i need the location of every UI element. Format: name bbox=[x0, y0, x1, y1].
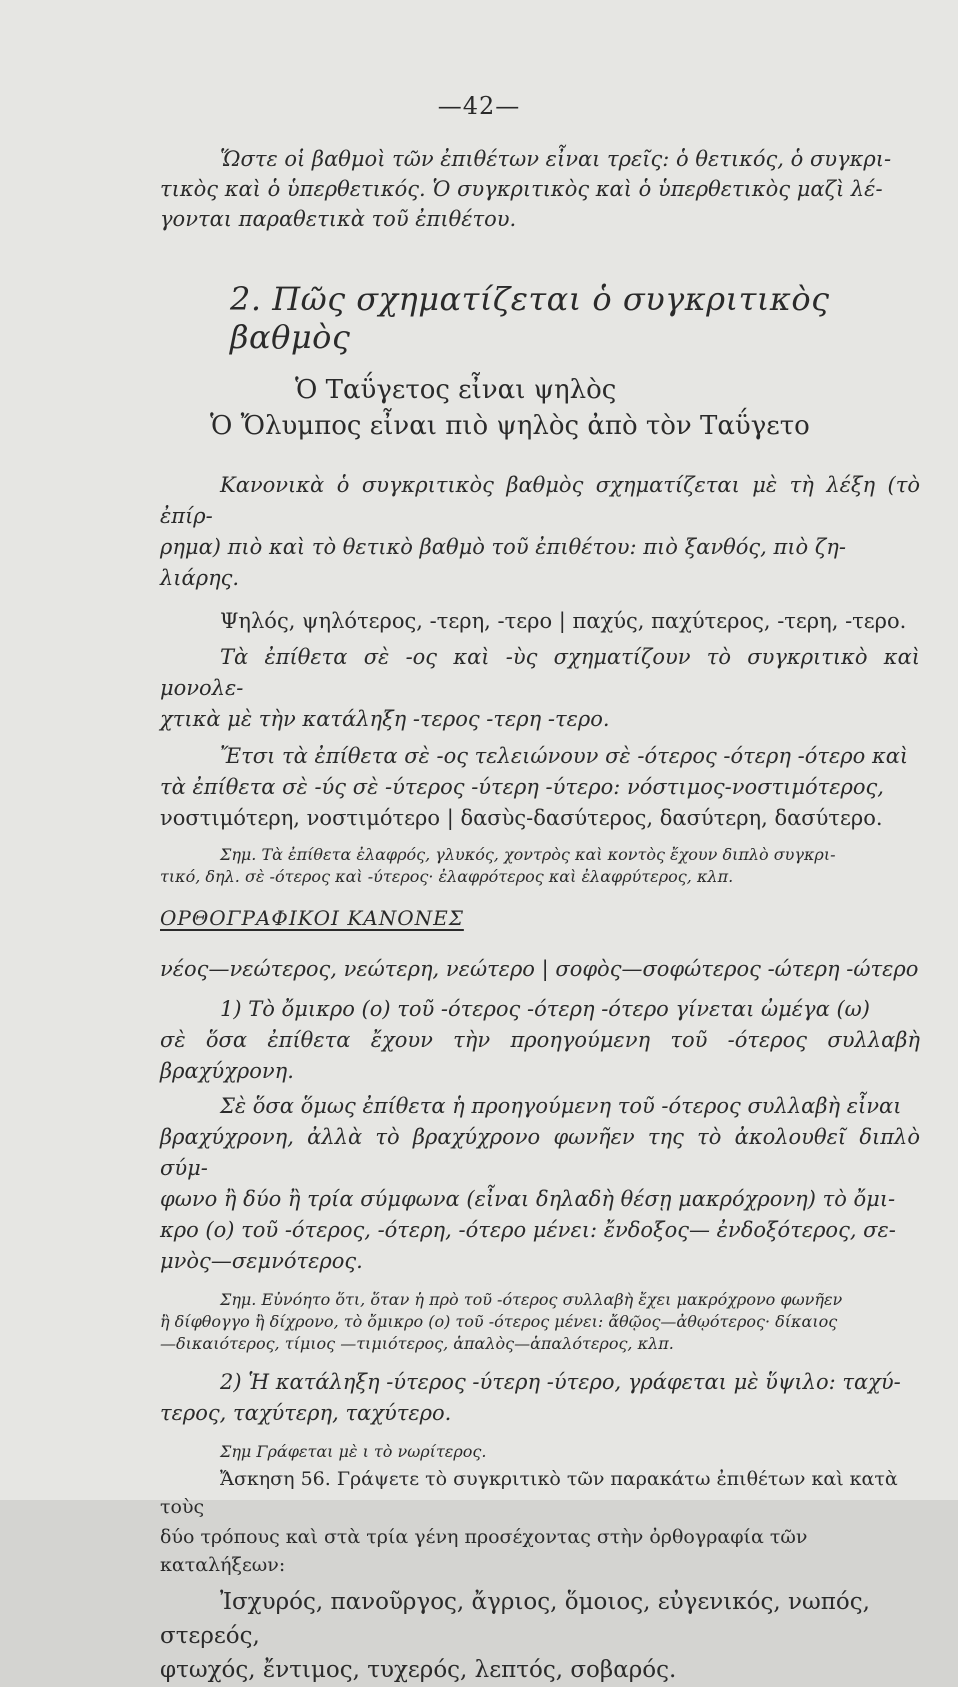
rule2-line: 2) Ἡ κατάληξη -ύτερος -ύτερη -ύτερο, γράφεται μὲ ὕψιλο: ταχύ- bbox=[220, 1370, 901, 1394]
exercise-word-list: Ἰσχυρός, πανοῦργος, ἄγριος, ὅμοιος, εὐγενικός, νωπός, στερεός, bbox=[160, 1589, 870, 1649]
rule1-line: σὲ ὅσα ἐπίθετα ἔχουν τὴν προηγούμενη τοῦ -ότερος συλλαβὴ βραχύχρονη. bbox=[160, 1028, 920, 1083]
exercise-word-list: φτωχός, ἔντιμος, τυχερός, λεπτός, σοβαρός. bbox=[160, 1657, 677, 1683]
note2-line: —δικαιότερος, τίμιος —τιμιότερος, ἁπαλὸς—ἁπαλότερος, κλπ. bbox=[160, 1334, 674, 1353]
note-paragraph-2 bbox=[160, 1289, 920, 1355]
note-line: τικό, δηλ. σὲ -ότερος καὶ -ύτερος· ἐλαφρότερος καὶ ἐλαφρύτερος, κλπ. bbox=[160, 867, 734, 886]
rule-paragraph bbox=[160, 470, 920, 594]
orthography-example: νέος—νεώτερος, νεώτερη, νεώτερο | σοφὸς—σοφώτερος -ώτερη -ώτερο bbox=[160, 957, 919, 981]
page-content bbox=[160, 144, 920, 1687]
endings-line: Ἔτσι τὰ ἐπίθετα σὲ -ος τελειώνουν σὲ -ότερος -ότερη -ότερο καὶ bbox=[220, 744, 909, 768]
endings-line: τὰ ἐπίθετα σὲ -ύς σὲ -ύτερος -ύτερη -ύτερο: νόστιμος-νοστιμότερος, bbox=[160, 775, 884, 799]
endings-paragraph bbox=[160, 741, 920, 834]
intro-line: τικὸς καὶ ὁ ὑπερθετικός. Ὁ συγκριτικὸς καὶ ὁ ὑπερθετικὸς μαζὶ λέ- bbox=[160, 177, 883, 201]
exercise-line: δύο τρόπους καὶ στὰ τρία γένη προσέχοντας στὴν ὀρθογραφία τῶν καταλήξεων: bbox=[160, 1526, 808, 1576]
rule1-line: 1) Τὸ ὄμικρο (ο) τοῦ -ότερος -ότερη -ότερο γίνεται ὠμέγα (ω) bbox=[220, 997, 870, 1021]
suffix-line: Τὰ ἐπίθετα σὲ -ος καὶ -ὺς σχηματίζουν τὸ συγκριτικὸ καὶ μονολε- bbox=[160, 645, 920, 700]
note2-line: ἢ δίφθογγο ἢ δίχρονο, τὸ ὄμικρο (ο) τοῦ -ότερος μένει: ἄθῷος—ἀθῳότερος· δίκαιος bbox=[160, 1312, 838, 1331]
note-3: Σημ Γράφεται μὲ ι τὸ νωρίτερος. bbox=[220, 1442, 487, 1461]
comparison-example: Ψηλός, ψηλότερος, -τερη, -τερο | παχύς, παχύτερος, -τερη, -τερο. bbox=[220, 609, 907, 633]
intro-paragraph bbox=[160, 144, 920, 234]
suffix-paragraph bbox=[160, 642, 920, 735]
rule2-line: τερος, ταχύτερη, ταχύτερο. bbox=[160, 1401, 452, 1425]
rule-line: λιάρης. bbox=[160, 566, 240, 590]
suffix-line: χτικὰ μὲ τὴν κατάληξη -τερος -τερη -τερο. bbox=[160, 707, 610, 731]
exercise-line: Ἄσκηση 56. Γράψετε τὸ συγκριτικὸ τῶν παρακάτω ἐπιθέτων καὶ κατὰ τοὺς bbox=[160, 1468, 898, 1518]
orthography-rule-1 bbox=[160, 994, 920, 1087]
note2-line: Σημ. Εὐνόητο ὅτι, ὅταν ἡ πρὸ τοῦ -ότερος συλλαβὴ ἔχει μακρόχρονο φωνῆεν bbox=[220, 1290, 843, 1309]
orthography-rule-2 bbox=[160, 1367, 920, 1429]
endings-line: νοστιμότερη, νοστιμότερο | δασὺς-δασύτερος, δασύτερη, δασύτερο. bbox=[160, 806, 883, 830]
orthography-heading: ΟΡΘΟΓΡΑΦΙΚΟΙ ΚΑΝΟΝΕΣ bbox=[160, 906, 464, 930]
rule1b-line: Σὲ ὅσα ὅμως ἐπίθετα ἡ προηγούμενη τοῦ -ότερος συλλαβὴ εἶναι bbox=[220, 1094, 902, 1118]
intro-line: γονται παραθετικὰ τοῦ ἐπιθέτου. bbox=[160, 207, 517, 231]
example-sentence-2: Ὁ Ὄλυμπος εἶναι πιὸ ψηλὸς ἀπὸ τὸν Ταΰγετο bbox=[210, 411, 810, 441]
rule-line: ρημα) πιὸ καὶ τὸ θετικὸ βαθμὸ τοῦ ἐπιθέτου: πιὸ ξανθός, πιὸ ζη- bbox=[160, 535, 846, 559]
rule1b-line: μνὸς—σεμνότερος. bbox=[160, 1249, 363, 1273]
rule1b-line: κρο (ο) τοῦ -ότερος, -ότερη, -ότερο μένει: ἔνδοξος— ἐνδοξότερος, σε- bbox=[160, 1218, 896, 1242]
orthography-rule-1b bbox=[160, 1091, 920, 1277]
note-line: Σημ. Τὰ ἐπίθετα ἐλαφρός, γλυκός, χοντρὸς καὶ κοντὸς ἔχουν διπλὸ συγκρι- bbox=[220, 845, 836, 864]
example-sentence-1: Ὁ Ταΰγετος εἶναι ψηλὸς bbox=[295, 375, 617, 405]
rule1b-line: φωνο ἢ δύο ἢ τρία σύμφωνα (εἶναι δηλαδὴ θέσῃ μακρόχρονη) τὸ ὄμι- bbox=[160, 1187, 896, 1211]
rule-line: Κανονικὰ ὁ συγκριτικὸς βαθμὸς σχηματίζεται μὲ τὴ λέξη (τὸ ἐπίρ- bbox=[160, 473, 920, 528]
rule1b-line: βραχύχρονη, ἀλλὰ τὸ βραχύχρονο φωνῆεν της τὸ ἀκολουθεῖ διπλὸ σύμ- bbox=[160, 1125, 920, 1180]
page-number: —42— bbox=[437, 92, 521, 120]
intro-line: Ὥστε οἱ βαθμοὶ τῶν ἐπιθέτων εἶναι τρεῖς: ὁ θετικός, ὁ συγκρι- bbox=[220, 147, 892, 171]
exercise-block bbox=[160, 1465, 920, 1687]
section-heading: 2. Πῶς σχηματίζεται ὁ συγκριτικὸς βαθμὸς bbox=[230, 280, 830, 356]
note-paragraph bbox=[160, 844, 920, 888]
